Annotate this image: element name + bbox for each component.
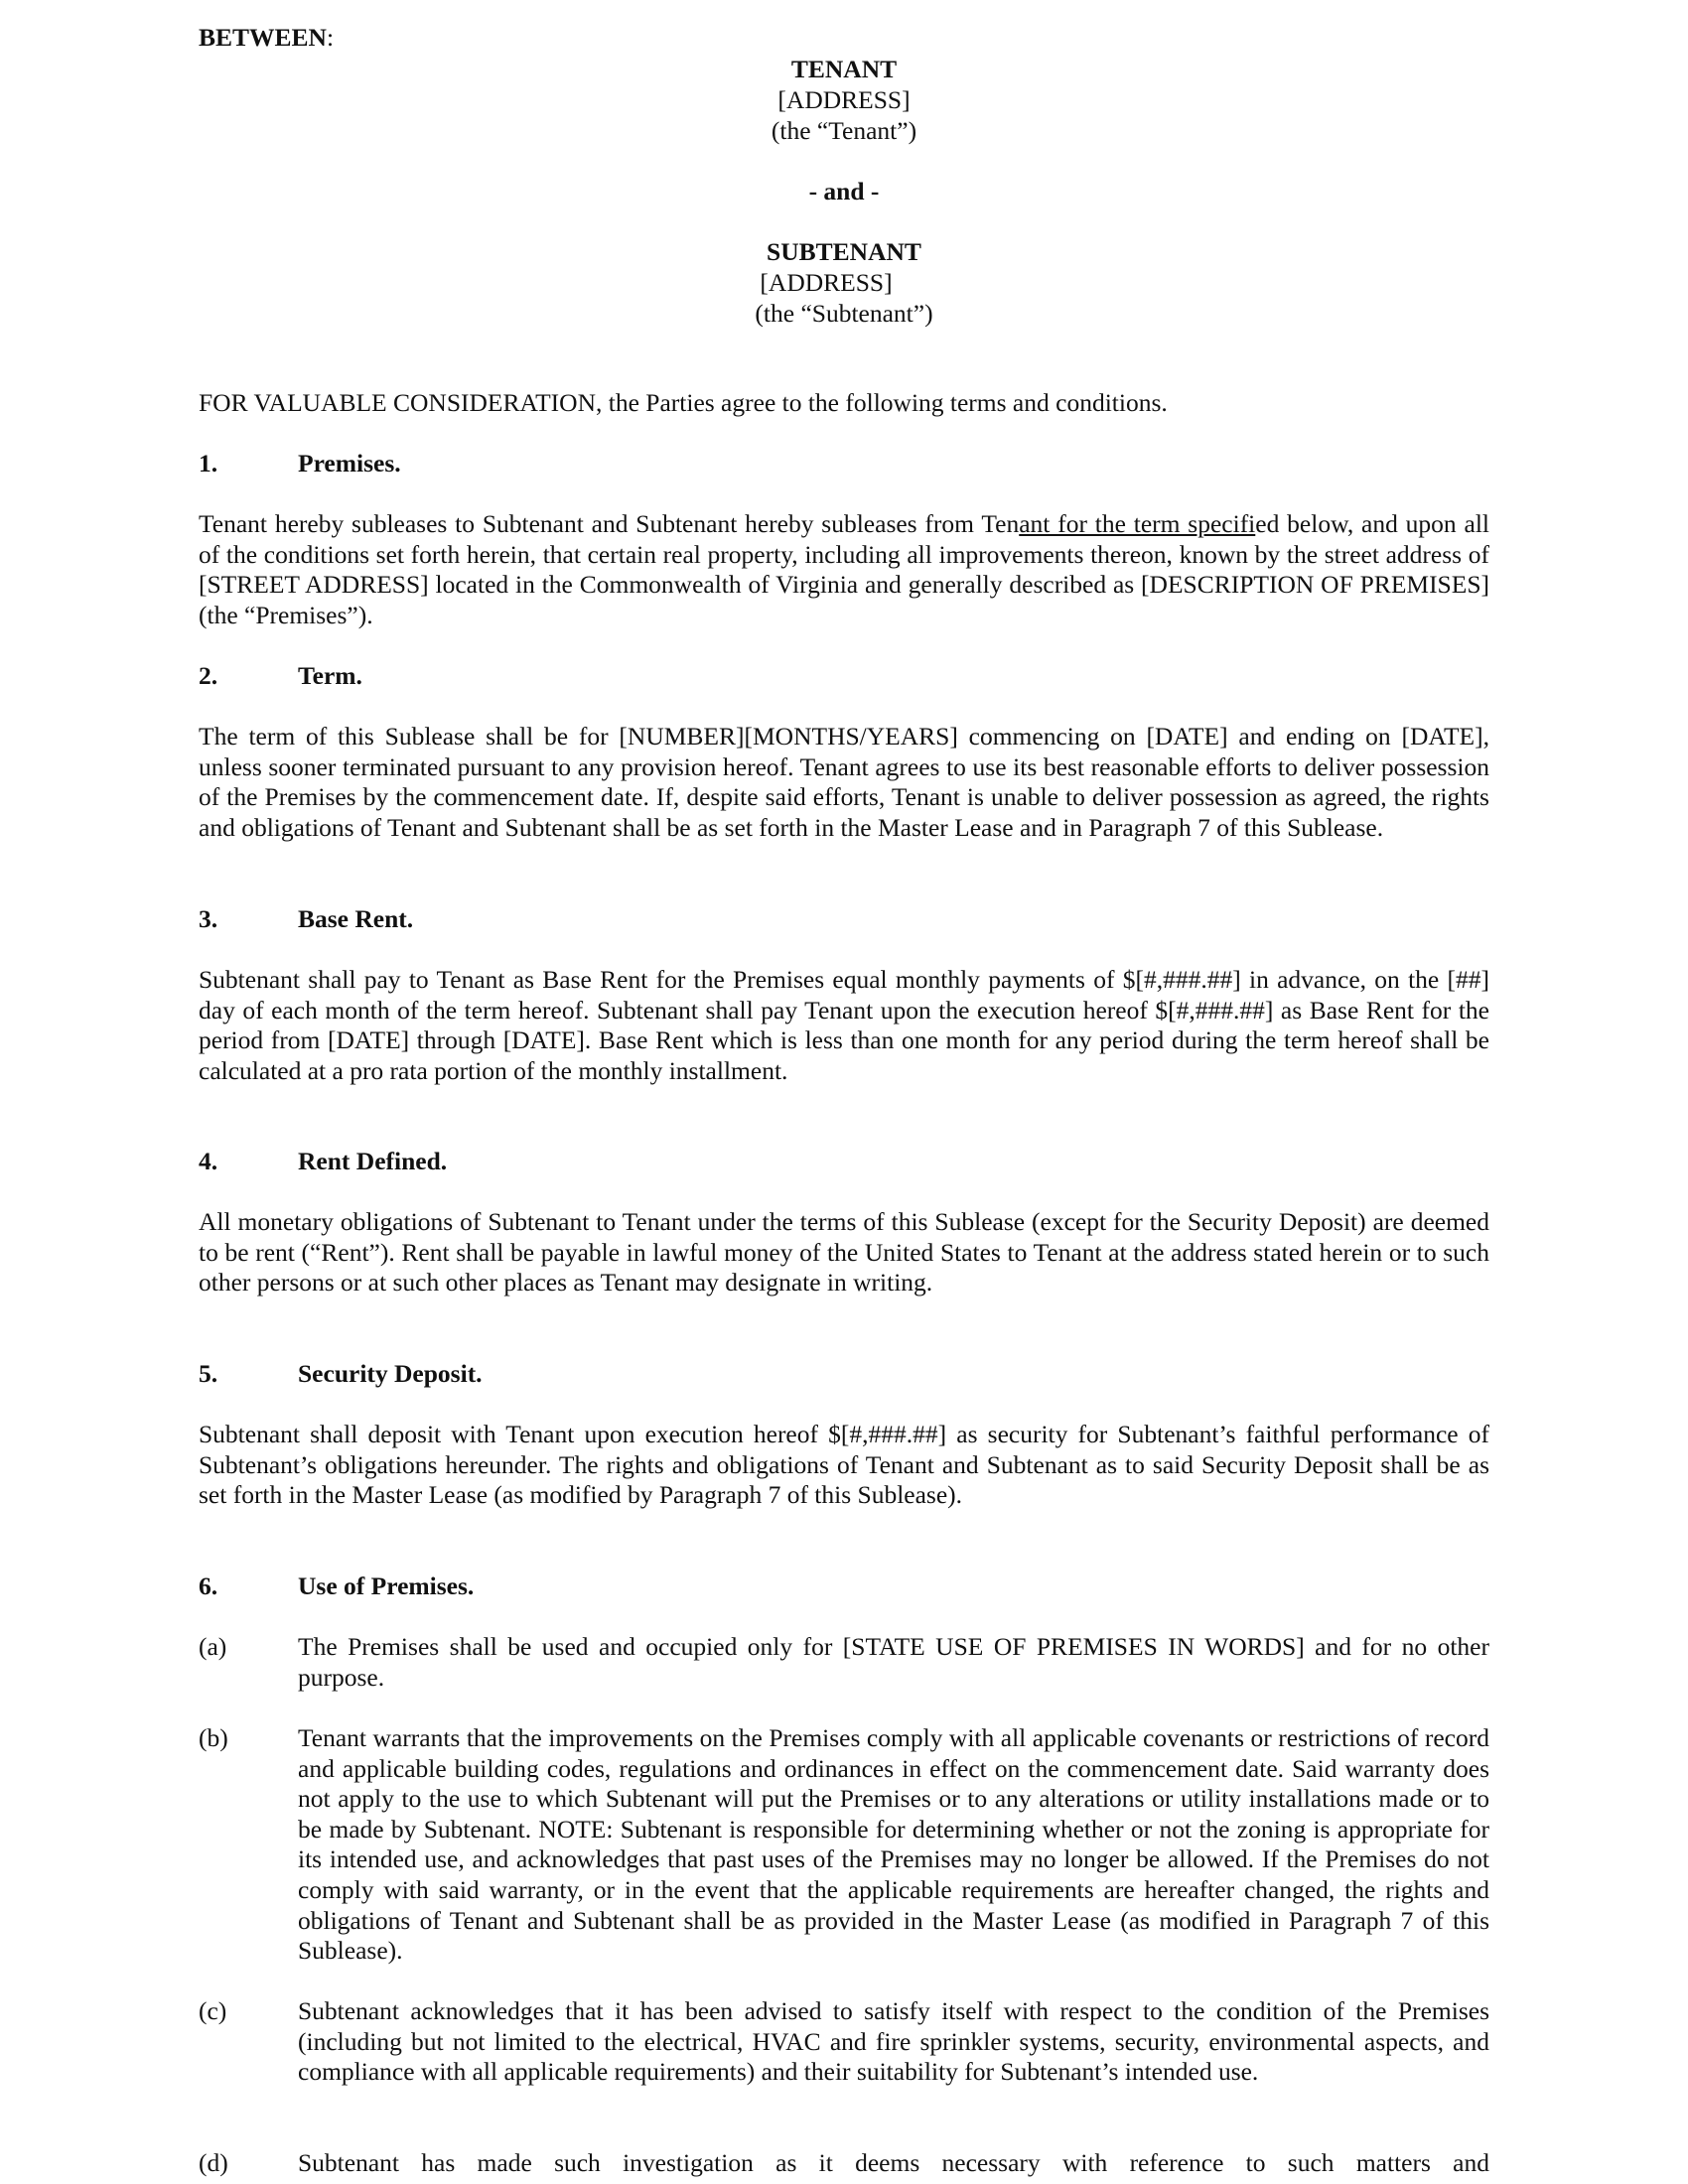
between-colon: : [326, 23, 335, 52]
section-title: Base Rent. [298, 904, 414, 933]
subtenant-address: [ADDRESS] [760, 268, 893, 297]
section-number: 5. [199, 1359, 218, 1388]
section-number: 6. [199, 1571, 218, 1600]
section-title: Premises. [298, 449, 401, 478]
section-title: Term. [298, 661, 362, 690]
section-number: 3. [199, 904, 218, 933]
section-title: Security Deposit. [298, 1359, 483, 1388]
subclause-label: (d) [199, 2148, 228, 2177]
section-body-premises [199, 509, 1489, 630]
subclause-label: (a) [199, 1632, 227, 1661]
and-separator: - and - [808, 177, 880, 205]
body-text: ed below, and upon all of the conditions set forth herein, that certain real property, including all improvements thereon, known by the street address of [STREET ADDRESS] located in the Commonwealth of Virginia and generally described as [DESCRIPTION OF PREMISES] (the “Premises”). [199, 509, 1489, 629]
section-heading-rent-defined [199, 1147, 447, 1177]
section-heading-premises [199, 449, 401, 479]
subtenant-name: SUBTENANT [767, 237, 921, 266]
section-title: Rent Defined. [298, 1147, 448, 1175]
body-text: Tenant hereby subleases to Subtenant and Subtenant hereby subleases from Ten [199, 509, 1020, 538]
subclause-a [199, 1632, 1489, 1693]
subclause-c [199, 1996, 1489, 2088]
subtenant-definition: (the “Subtenant”) [755, 299, 933, 328]
between-label [199, 23, 1489, 54]
subclause-label: (c) [199, 1996, 227, 2025]
section-body-term: The term of this Sublease shall be for [NUMBER][MONTHS/YEARS] commencing on [DATE] and ending on [DATE], unless sooner terminated pursuant to any provision hereof. Tenant agrees to use its best reasonable efforts to deliver possession of the Premises by the commencement date. If, despite said efforts, Tenant is unable to deliver possession as agreed, the rights and obligations of Tenant and Subtenant shall be as set forth in the Master Lease and in Paragraph 7 of this Sublease. [199, 722, 1489, 842]
subclause-b [199, 1723, 1489, 1967]
subclause-label: (b) [199, 1723, 228, 1752]
subclause-text: Subtenant has made such investigation as it deems necessary with reference to such matters and [298, 2148, 1489, 2177]
section-number: 4. [199, 1147, 218, 1175]
section-title: Use of Premises. [298, 1571, 475, 1600]
subclause-text: Subtenant acknowledges that it has been advised to satisfy itself with respect to the condition of the Premises (including but not limited to the electrical, HVAC and fire sprinkler systems, security, environmental aspects, and compliance with all applicable requirements) and their suitability for Subtenant’s intended use. [298, 1996, 1489, 2087]
section-body-security-deposit: Subtenant shall deposit with Tenant upon execution hereof $[#,###.##] as security for Subtenant’s faithful performance of Subtenant’s obligations hereunder. The rights and obligations of Tenant and Subtenant as to said Security Deposit shall be as set forth in the Master Lease (as modified by Paragraph 7 of this Sublease). [199, 1420, 1489, 1510]
section-heading-use-of-premises [199, 1571, 474, 1602]
section-heading-term [199, 661, 362, 692]
section-number: 2. [199, 661, 218, 690]
section-number: 1. [199, 449, 218, 478]
section-body-base-rent: Subtenant shall pay to Tenant as Base Rent for the Premises equal monthly payments of $[#,###.##] in advance, on the [##] day of each month of the term hereof. Subtenant shall pay Tenant upon the execution hereof $[#,###.##] as Base Rent for the period from [DATE] through [DATE]. Base Rent which is less than one month for any period during the term hereof shall be calculated at a pro rata portion of the monthly installment. [199, 965, 1489, 1085]
tenant-address: [ADDRESS] [777, 85, 911, 114]
section-heading-base-rent [199, 904, 413, 935]
tenant-name: TENANT [790, 55, 898, 83]
subclause-d [199, 2148, 1489, 2179]
between-text: BETWEEN [199, 23, 327, 52]
recital: FOR VALUABLE CONSIDERATION, the Parties agree to the following terms and conditions. [199, 388, 1168, 417]
section-body-rent-defined: All monetary obligations of Subtenant to Tenant under the terms of this Sublease (except for the Security Deposit) are deemed to be rent (“Rent”). Rent shall be payable in lawful money of the United States to Tenant at the address stated herein or to such other persons or at such other places as Tenant may designate in writing. [199, 1207, 1489, 1297]
tenant-definition: (the “Tenant”) [771, 116, 917, 145]
subclause-text: The Premises shall be used and occupied only for [STATE USE OF PREMISES IN WORDS] and for no other purpose. [298, 1632, 1489, 1692]
underlined-text: ant for the term specifi [1019, 509, 1256, 538]
subclause-text: Tenant warrants that the improvements on the Premises comply with all applicable covenants or restrictions of record and applicable building codes, regulations and ordinances in effect on the commencement date. Said warranty does not apply to the use to which Subtenant will put the Premises or to any alterations or utility installations made or to be made by Subtenant. NOTE: Subtenant is responsible for determining whether or not the zoning is appropriate for its intended use, and acknowledges that past uses of the Premises may no longer be allowed. If the Premises do not comply with said warranty, or in the event that the applicable requirements are hereafter changed, the rights and obligations of Tenant and Subtenant shall be as provided in the Master Lease (as modified in Paragraph 7 of this Sublease). [298, 1723, 1489, 1966]
section-heading-security-deposit [199, 1359, 483, 1390]
